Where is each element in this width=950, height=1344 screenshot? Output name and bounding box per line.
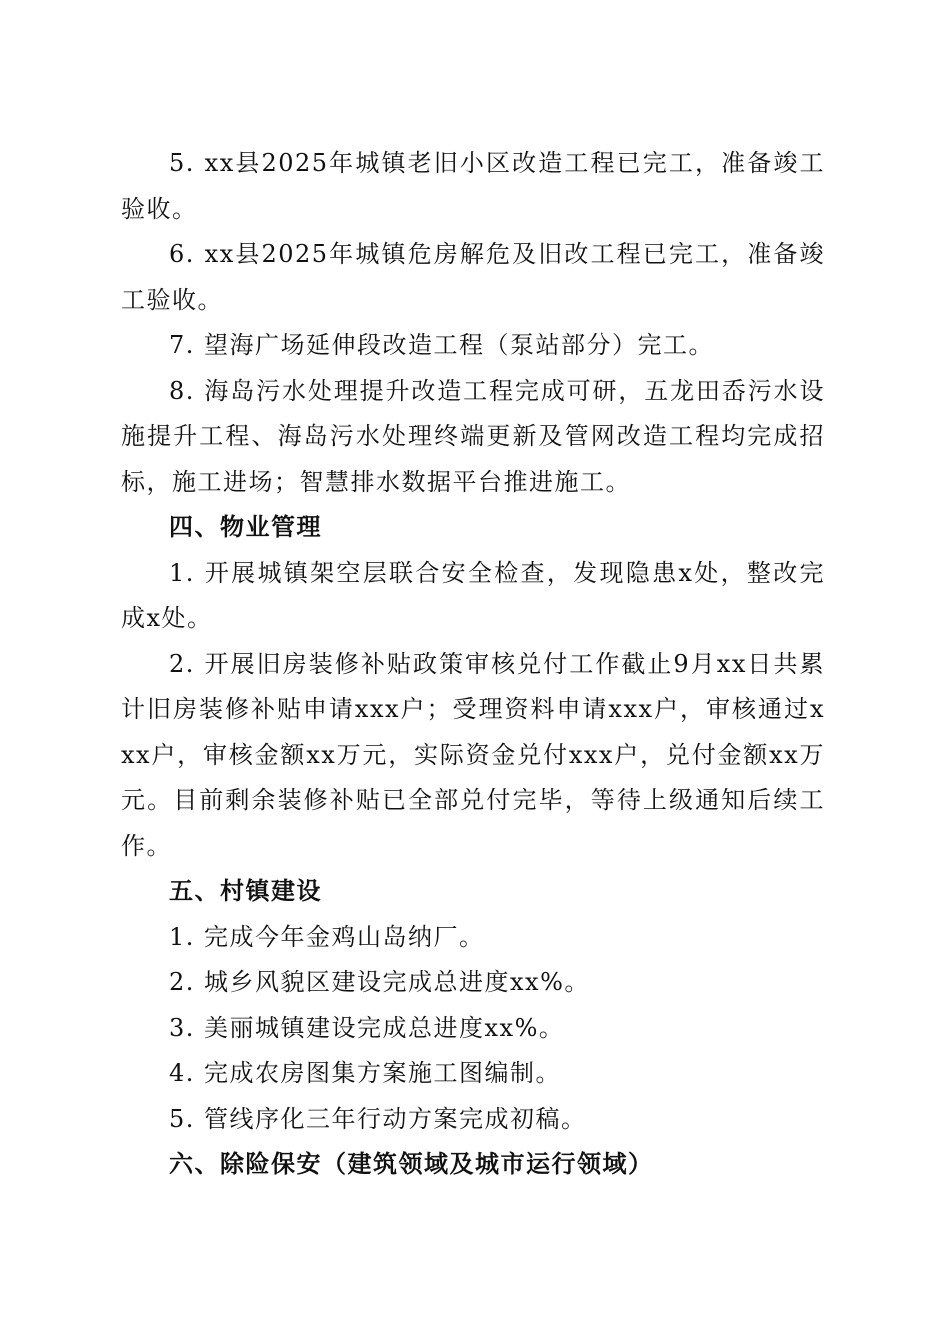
document-body: [121, 141, 825, 1188]
item-5-old-community-renovation: 5. xx县2025年城镇老旧小区改造工程已完工，准备竣工验收。: [121, 149, 825, 223]
item-6-dangerous-housing-renovation: 6. xx县2025年城镇危房解危及旧改工程已完工，准备竣工验收。: [121, 240, 825, 314]
village-item-4: 4. 完成农房图集方案施工图编制。: [169, 1059, 562, 1087]
item-7-wanghai-square-extension: 7. 望海广场延伸段改造工程（泵站部分）完工。: [169, 331, 715, 359]
property-item-2-renovation-subsidy: 2. 开展旧房装修补贴政策审核兑付工作截止9月xx日共累计旧房装修补贴申请xxx户；受理资料申请xxx户，审核通过xxx户，审核金额xx万元，实际资金兑付xxx户，兑付金额xx万元。目前剩余装修补贴已全部兑付完毕，等待上级通知后续工作。: [121, 649, 825, 860]
village-item-1: 1. 完成今年金鸡山岛纳厂。: [169, 922, 485, 951]
section-heading-property-management: 四、物业管理: [169, 513, 322, 541]
section-heading-risk-safety: 六、除险保安（建筑领域及城市运行领域）: [169, 1150, 654, 1178]
property-item-1-safety-inspection: 1. 开展城镇架空层联合安全检查，发现隐患x处，整改完成x处。: [121, 558, 825, 632]
village-item-3: 3. 美丽城镇建设完成总进度xx%。: [169, 1013, 565, 1042]
item-8-island-sewage-upgrade: 8. 海岛污水处理提升改造工程完成可研，五龙田岙污水设施提升工程、海岛污水处理终端更新及管网改造工程均完成招标，施工进场；智慧排水数据平台推进施工。: [121, 376, 825, 496]
village-item-5: 5. 管线序化三年行动方案完成初稿。: [169, 1104, 587, 1133]
village-item-2: 2. 城乡风貌区建设完成总进度xx%。: [169, 968, 590, 996]
section-heading-village-construction: 五、村镇建设: [169, 877, 322, 905]
